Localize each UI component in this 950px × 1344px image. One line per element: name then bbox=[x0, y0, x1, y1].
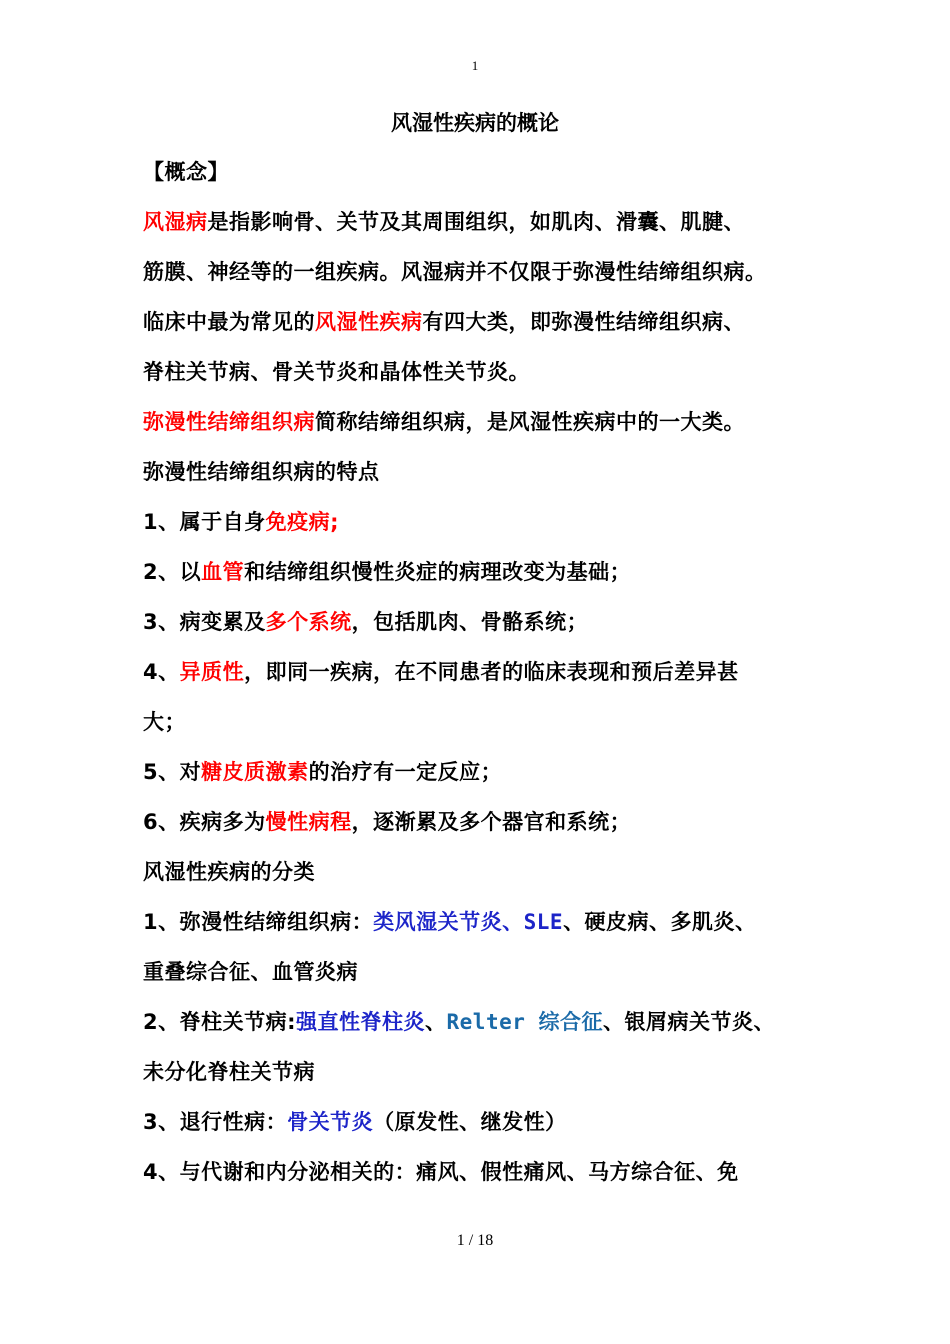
text-line bbox=[143, 347, 823, 397]
text-line bbox=[143, 797, 823, 847]
text-segment: 【概念】 bbox=[143, 160, 229, 184]
text-segment: ，逐渐累及多个器官和系统； bbox=[351, 810, 632, 834]
text-segment: 的治疗有一定反应； bbox=[308, 760, 503, 784]
text-segment: 重叠综合征、血管炎病 bbox=[143, 960, 358, 984]
highlighted-term: SLE bbox=[523, 910, 564, 934]
text-segment: 大； bbox=[143, 710, 186, 734]
text-segment: ，包括肌肉、骨骼系统； bbox=[351, 610, 589, 634]
highlighted-term: 慢性病程 bbox=[265, 810, 352, 834]
text-line bbox=[143, 847, 823, 897]
text-line bbox=[143, 597, 823, 647]
text-segment: ，即同一疾病，在不同患者的临床表现和预后差异甚 bbox=[244, 660, 739, 684]
text-line bbox=[143, 547, 823, 597]
text-line bbox=[143, 897, 823, 947]
text-line bbox=[143, 397, 823, 447]
text-segment: 筋膜、神经等的一组疾病。风湿病并不仅限于弥漫性结缔组织病。 bbox=[143, 260, 767, 284]
text-line bbox=[143, 1097, 823, 1147]
text-line bbox=[143, 697, 823, 747]
text-segment: 简称结缔组织病，是风湿性疾病中的一大类。 bbox=[315, 410, 745, 434]
text-segment: 有四大类，即弥漫性结缔组织病、 bbox=[422, 310, 745, 334]
text-line bbox=[143, 197, 823, 247]
text-segment: 3、退行性病： bbox=[143, 1110, 288, 1134]
highlighted-term: 糖皮质激素 bbox=[201, 760, 309, 784]
text-segment: 临床中最为常见的 bbox=[143, 310, 315, 334]
text-segment: 2、脊柱关节病: bbox=[143, 1010, 297, 1034]
text-segment: 1、弥漫性结缔组织病： bbox=[143, 910, 374, 934]
text-segment: 、硬皮病、多肌炎、 bbox=[563, 910, 757, 934]
highlighted-term: 骨关节炎 bbox=[287, 1110, 374, 1134]
highlighted-term: 风湿性疾病 bbox=[315, 310, 423, 334]
document-body bbox=[143, 147, 823, 1197]
highlighted-term: 类风湿关节炎、 bbox=[373, 910, 524, 934]
text-line bbox=[143, 747, 823, 797]
highlighted-term: 异质性 bbox=[179, 660, 245, 684]
text-segment: 4、与代谢和内分泌相关的：痛风、假性痛风、马方综合征、免 bbox=[143, 1160, 739, 1184]
text-line bbox=[143, 997, 823, 1047]
text-segment: 3、病变累及 bbox=[143, 610, 266, 634]
text-segment: 6、疾病多为 bbox=[143, 810, 266, 834]
text-segment: 和结缔组织慢性炎症的病理改变为基础； bbox=[244, 560, 632, 584]
highlighted-term: 血管 bbox=[201, 560, 245, 584]
highlighted-term: 强直性脊柱炎 bbox=[296, 1010, 426, 1034]
text-segment: 、 bbox=[425, 1010, 447, 1034]
text-segment: 是指影响骨、关节及其周围组织，如肌肉、滑囊、肌腱、 bbox=[207, 210, 745, 234]
highlighted-term: 免疫病; bbox=[265, 510, 340, 534]
text-segment: （原发性、继发性） bbox=[373, 1110, 567, 1134]
text-line bbox=[143, 497, 823, 547]
text-line bbox=[143, 647, 823, 697]
highlighted-term: 风湿病 bbox=[143, 210, 208, 234]
text-line bbox=[143, 447, 823, 497]
text-segment: 弥漫性结缔组织病的特点 bbox=[143, 460, 380, 484]
text-segment: 未分化脊柱关节病 bbox=[143, 1060, 315, 1084]
text-segment: 风湿性疾病的分类 bbox=[143, 860, 315, 884]
highlighted-term: Relter 综合征 bbox=[446, 1010, 604, 1034]
text-line bbox=[143, 1047, 823, 1097]
highlighted-term: 多个系统 bbox=[265, 610, 352, 634]
highlighted-term: 弥漫性结缔组织病 bbox=[143, 410, 315, 434]
document-title: 风湿性疾病的概论 bbox=[391, 111, 559, 135]
text-line bbox=[143, 947, 823, 997]
text-segment: 1、属于自身 bbox=[143, 510, 266, 534]
header-page-number: 1 bbox=[471, 58, 479, 73]
text-segment: 4、 bbox=[143, 660, 180, 684]
text-line bbox=[143, 147, 823, 197]
text-segment: 、银屑病关节炎、 bbox=[603, 1010, 776, 1034]
text-line bbox=[143, 1147, 823, 1197]
text-segment: 脊柱关节病、骨关节炎和晶体性关节炎。 bbox=[143, 360, 530, 384]
text-segment: 2、以 bbox=[143, 560, 202, 584]
text-line bbox=[143, 297, 823, 347]
text-line bbox=[143, 247, 823, 297]
text-segment: 5、对 bbox=[143, 760, 202, 784]
footer-page-indicator: 1 / 18 bbox=[456, 1232, 494, 1249]
